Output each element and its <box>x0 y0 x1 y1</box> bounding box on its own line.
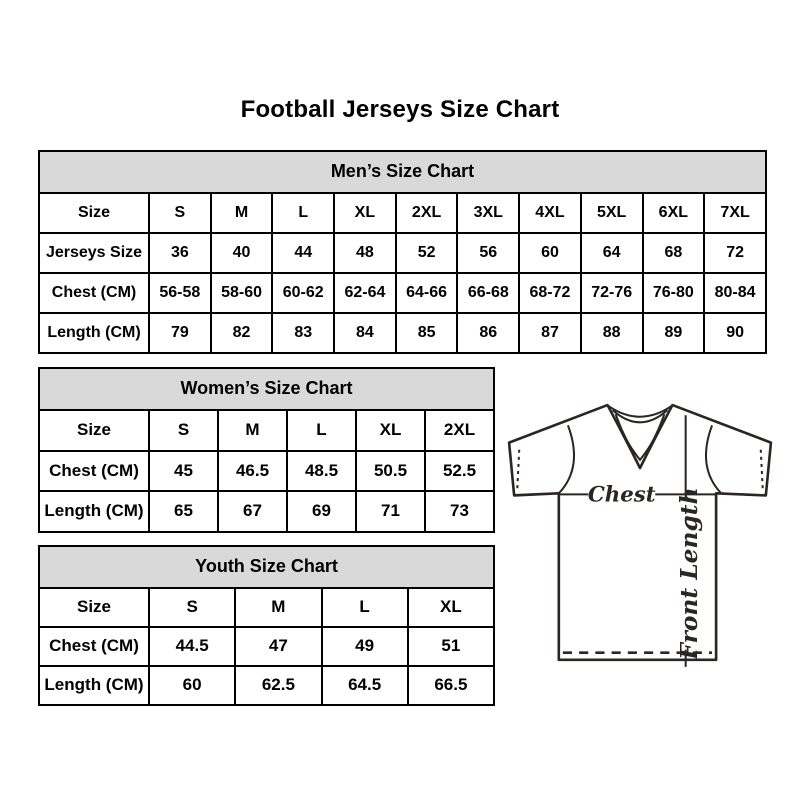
row-label: Size <box>39 410 149 451</box>
size-cell: 56-58 <box>149 273 211 313</box>
row-label: Length (CM) <box>39 491 149 532</box>
size-cell: S <box>149 410 218 451</box>
size-cell: 52 <box>396 233 458 273</box>
size-cell: 48.5 <box>287 451 356 492</box>
size-cell: 45 <box>149 451 218 492</box>
size-cell: 56 <box>457 233 519 273</box>
size-cell: 69 <box>287 491 356 532</box>
mens-table-title: Men’s Size Chart <box>39 151 766 193</box>
womens-size-table <box>38 367 495 533</box>
size-cell: 66-68 <box>457 273 519 313</box>
size-cell: 66.5 <box>408 666 494 705</box>
size-cell: 60 <box>519 233 581 273</box>
size-cell: 82 <box>211 313 273 353</box>
table-row <box>39 451 494 492</box>
table-row <box>39 233 766 273</box>
left-cuff-dashed-line <box>517 450 519 491</box>
size-cell: XL <box>334 193 396 233</box>
size-cell: 67 <box>218 491 287 532</box>
size-cell: 72 <box>704 233 766 273</box>
size-cell: 76-80 <box>643 273 705 313</box>
table-row <box>39 273 766 313</box>
size-cell: 60 <box>149 666 235 705</box>
size-cell: 52.5 <box>425 451 494 492</box>
size-cell: 62-64 <box>334 273 396 313</box>
jersey-icon <box>503 401 777 675</box>
size-cell: L <box>272 193 334 233</box>
size-cell: 44.5 <box>149 627 235 666</box>
size-cell: M <box>235 588 321 627</box>
size-cell: 58-60 <box>211 273 273 313</box>
size-cell: 40 <box>211 233 273 273</box>
right-cuff-dashed-line <box>761 450 763 491</box>
row-label: Length (CM) <box>39 313 149 353</box>
size-cell: 48 <box>334 233 396 273</box>
size-cell: 49 <box>322 627 408 666</box>
front-length-label-group <box>675 487 703 660</box>
table-row <box>39 491 494 532</box>
chest-label: Chest <box>587 482 656 508</box>
youth-table-grid <box>38 545 495 706</box>
size-cell: 68 <box>643 233 705 273</box>
size-cell: L <box>322 588 408 627</box>
size-cell: 2XL <box>396 193 458 233</box>
front-length-label: Front Length <box>674 487 703 660</box>
row-label: Chest (CM) <box>39 273 149 313</box>
left-armhole-seam <box>559 425 574 493</box>
size-cell: 64.5 <box>322 666 408 705</box>
size-cell: M <box>211 193 273 233</box>
size-cell: 4XL <box>519 193 581 233</box>
size-cell: XL <box>356 410 425 451</box>
size-cell: 50.5 <box>356 451 425 492</box>
table-row <box>39 627 494 666</box>
size-cell: 6XL <box>643 193 705 233</box>
size-cell: 84 <box>334 313 396 353</box>
page-title: Football Jerseys Size Chart <box>240 96 560 123</box>
size-cell: 79 <box>149 313 211 353</box>
womens-table-title: Women’s Size Chart <box>39 368 494 410</box>
size-cell: 64-66 <box>396 273 458 313</box>
youth-size-table <box>38 545 495 706</box>
size-cell: 44 <box>272 233 334 273</box>
size-cell: 3XL <box>457 193 519 233</box>
size-cell: 36 <box>149 233 211 273</box>
size-cell: 89 <box>643 313 705 353</box>
size-cell: 87 <box>519 313 581 353</box>
size-cell: 47 <box>235 627 321 666</box>
table-row <box>39 410 494 451</box>
size-cell: 85 <box>396 313 458 353</box>
size-cell: 68-72 <box>519 273 581 313</box>
size-cell: S <box>149 588 235 627</box>
row-label: Size <box>39 588 149 627</box>
size-cell: L <box>287 410 356 451</box>
table-row <box>39 666 494 705</box>
jersey-measurement-diagram <box>503 401 777 675</box>
jersey-outline <box>509 405 771 660</box>
size-cell: 7XL <box>704 193 766 233</box>
row-label: Chest (CM) <box>39 627 149 666</box>
row-label: Length (CM) <box>39 666 149 705</box>
size-cell: 88 <box>581 313 643 353</box>
row-label: Chest (CM) <box>39 451 149 492</box>
mens-table-grid <box>38 150 767 354</box>
mens-size-table <box>38 150 767 354</box>
table-row <box>39 588 494 627</box>
size-cell: 86 <box>457 313 519 353</box>
size-cell: 51 <box>408 627 494 666</box>
womens-table-grid <box>38 367 495 533</box>
size-cell: 2XL <box>425 410 494 451</box>
size-cell: XL <box>408 588 494 627</box>
size-cell: 46.5 <box>218 451 287 492</box>
size-cell: S <box>149 193 211 233</box>
size-cell: M <box>218 410 287 451</box>
size-cell: 71 <box>356 491 425 532</box>
size-cell: 64 <box>581 233 643 273</box>
size-cell: 5XL <box>581 193 643 233</box>
size-cell: 90 <box>704 313 766 353</box>
youth-table-title: Youth Size Chart <box>39 546 494 588</box>
row-label: Size <box>39 193 149 233</box>
size-cell: 83 <box>272 313 334 353</box>
size-cell: 65 <box>149 491 218 532</box>
size-cell: 80-84 <box>704 273 766 313</box>
size-cell: 73 <box>425 491 494 532</box>
right-armhole-seam <box>706 425 721 493</box>
size-cell: 62.5 <box>235 666 321 705</box>
row-label: Jerseys Size <box>39 233 149 273</box>
size-cell: 72-76 <box>581 273 643 313</box>
table-row <box>39 193 766 233</box>
size-cell: 60-62 <box>272 273 334 313</box>
table-row <box>39 313 766 353</box>
